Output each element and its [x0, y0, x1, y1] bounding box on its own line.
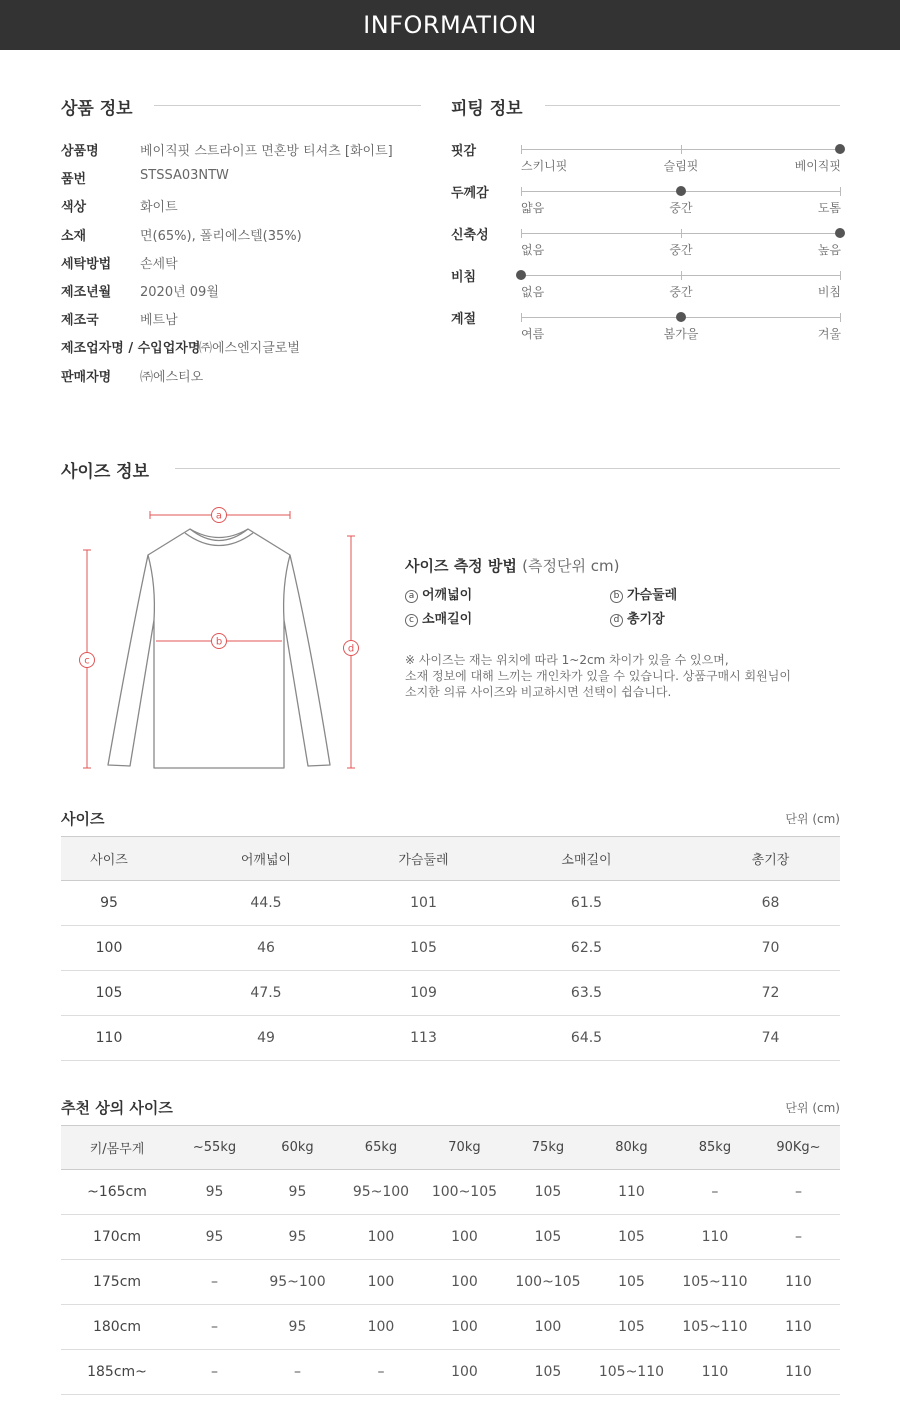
- measure-label: 총기장: [627, 612, 665, 627]
- table-cell: 105: [590, 1215, 673, 1260]
- info-key: 제조년월: [61, 285, 112, 300]
- measure-label: 소매길이: [422, 612, 473, 627]
- info-key: 세탁방법: [61, 256, 112, 272]
- table-cell: 110: [61, 1016, 157, 1061]
- measure-item: [405, 608, 472, 627]
- fit-tick: [521, 229, 522, 238]
- table-cell: 95: [173, 1215, 256, 1260]
- info-key: 판매자명: [61, 369, 112, 385]
- table-header-cell: 60kg: [256, 1126, 339, 1170]
- info-value: 화이트: [140, 200, 178, 216]
- table-cell: 100: [339, 1215, 423, 1260]
- fit-tick: [840, 313, 841, 322]
- table-header-cell: 어깨넓이: [157, 837, 375, 881]
- table-header-cell: 85kg: [673, 1126, 757, 1170]
- measure-mark: a: [405, 590, 418, 603]
- table-cell: 95~100: [339, 1170, 423, 1215]
- measure-mark: c: [405, 614, 418, 627]
- recommend-table: [61, 1125, 840, 1395]
- fit-label: 비침: [817, 285, 841, 299]
- size-note: [405, 652, 825, 700]
- table-cell: 105: [590, 1305, 673, 1350]
- fit-tick: [681, 229, 682, 238]
- size-info-title: 사이즈 정보: [61, 462, 150, 482]
- fit-tick: [521, 145, 522, 154]
- table-cell: 100~105: [506, 1260, 590, 1305]
- size-table-unit: 단위 (cm): [785, 812, 840, 826]
- table-header-cell: 키/몸무게: [61, 1126, 173, 1170]
- fit-label: 여름: [521, 327, 545, 341]
- fit-tick: [521, 313, 522, 322]
- table-cell: 44.5: [157, 881, 375, 926]
- info-value: ㈜에스티오: [140, 369, 204, 385]
- measure-unit: (측정단위 cm): [522, 557, 620, 575]
- table-row: [61, 1215, 840, 1260]
- info-key: 색상: [61, 200, 87, 216]
- table-cell: –: [757, 1215, 840, 1260]
- fit-tick: [521, 187, 522, 196]
- table-header-cell: 80kg: [590, 1126, 673, 1170]
- table-cell: 100: [339, 1305, 423, 1350]
- fit-row: [451, 308, 841, 348]
- table-header-row: [61, 1126, 840, 1170]
- table-cell: –: [173, 1260, 256, 1305]
- fit-label: 중간: [669, 243, 693, 257]
- table-row: [61, 1260, 840, 1305]
- fit-key: 핏감: [451, 144, 477, 159]
- table-cell: 74: [701, 1016, 840, 1061]
- fit-tick: [840, 187, 841, 196]
- fit-label: 높음: [817, 243, 841, 257]
- mark-d: d: [347, 643, 355, 655]
- table-cell: 100~105: [423, 1170, 506, 1215]
- table-cell: –: [673, 1170, 757, 1215]
- fit-label: 중간: [669, 201, 693, 215]
- table-cell: 95: [256, 1305, 339, 1350]
- table-cell: 100: [339, 1260, 423, 1305]
- table-header-cell: 소매길이: [472, 837, 701, 881]
- info-value: 손세탁: [140, 256, 178, 272]
- fit-row: [451, 224, 841, 264]
- table-cell: 109: [375, 971, 472, 1016]
- table-cell: 105~110: [590, 1350, 673, 1395]
- table-cell: 61.5: [472, 881, 701, 926]
- table-header-row: [61, 837, 840, 881]
- table-cell: 72: [701, 971, 840, 1016]
- fit-level-dot: [676, 186, 686, 196]
- table-cell: 105: [375, 926, 472, 971]
- fit-level-dot: [516, 270, 526, 280]
- table-cell: 100: [423, 1305, 506, 1350]
- fit-label: 중간: [669, 285, 693, 299]
- recommend-table-title: 추천 상의 사이즈: [61, 1099, 173, 1117]
- table-cell: 170cm: [61, 1215, 173, 1260]
- info-value: 베이직핏 스트라이프 면혼방 티셔츠 [화이트]: [140, 144, 393, 159]
- measure-item: [405, 584, 472, 603]
- recommend-table-unit: 단위 (cm): [785, 1101, 840, 1115]
- product-info-divider: [154, 105, 421, 106]
- table-cell: 100: [423, 1260, 506, 1305]
- measure-item: [610, 584, 677, 603]
- fit-label: 베이직핏: [794, 159, 841, 173]
- table-row: [61, 1305, 840, 1350]
- table-cell: 46: [157, 926, 375, 971]
- table-cell: 100: [423, 1215, 506, 1260]
- table-cell: –: [339, 1350, 423, 1395]
- table-cell: 105: [61, 971, 157, 1016]
- fit-level-dot: [676, 312, 686, 322]
- table-cell: 95: [173, 1170, 256, 1215]
- header-title: INFORMATION: [363, 11, 537, 39]
- fit-label: 없음: [521, 285, 545, 299]
- table-cell: 105: [590, 1260, 673, 1305]
- measure-method-title: [405, 555, 619, 576]
- table-cell: 175cm: [61, 1260, 173, 1305]
- info-key: 제조업자명 / 수입업자명: [61, 341, 201, 357]
- mark-c: c: [84, 655, 90, 667]
- table-cell: 110: [673, 1350, 757, 1395]
- info-value: ㈜에스엔지글로벌: [199, 341, 300, 357]
- table-cell: –: [256, 1350, 339, 1395]
- table-cell: ~165cm: [61, 1170, 173, 1215]
- size-info-divider: [175, 468, 840, 469]
- info-value: 면(65%), 폴리에스텔(35%): [140, 228, 302, 244]
- table-cell: 62.5: [472, 926, 701, 971]
- table-cell: –: [757, 1170, 840, 1215]
- table-cell: 110: [757, 1305, 840, 1350]
- table-row: [61, 926, 840, 971]
- table-row: [61, 1016, 840, 1061]
- fit-tick: [681, 145, 682, 154]
- mark-a: a: [215, 510, 223, 522]
- fit-label: 얇음: [521, 201, 545, 215]
- fitting-info-title: 피팅 정보: [451, 99, 523, 119]
- note-line: 소지한 의류 사이즈와 비교하시면 선택이 쉽습니다.: [405, 685, 672, 699]
- note-line: 소재 정보에 대해 느끼는 개인차가 있을 수 있습니다. 상품구매시 회원님이: [405, 669, 791, 683]
- table-cell: 113: [375, 1016, 472, 1061]
- info-key: 품번: [61, 172, 87, 188]
- table-cell: 105: [506, 1215, 590, 1260]
- table-cell: 105~110: [673, 1305, 757, 1350]
- fit-label: 스키니핏: [521, 159, 568, 173]
- product-info-title: 상품 정보: [61, 99, 133, 119]
- table-row: [61, 971, 840, 1016]
- fit-label: 봄가을: [663, 327, 699, 341]
- table-row: [61, 1170, 840, 1215]
- table-cell: 110: [757, 1260, 840, 1305]
- table-cell: 49: [157, 1016, 375, 1061]
- table-cell: 63.5: [472, 971, 701, 1016]
- table-cell: 95: [256, 1170, 339, 1215]
- fit-row: [451, 266, 841, 306]
- table-cell: 95: [61, 881, 157, 926]
- table-cell: 101: [375, 881, 472, 926]
- table-cell: 100: [61, 926, 157, 971]
- fit-tick: [840, 271, 841, 280]
- table-row: [61, 1350, 840, 1395]
- measure-item: [610, 608, 665, 627]
- size-table: [61, 836, 840, 1061]
- table-cell: 100: [506, 1305, 590, 1350]
- table-cell: 105: [506, 1350, 590, 1395]
- size-table-title: 사이즈: [61, 810, 105, 828]
- measure-mark: b: [610, 590, 623, 603]
- fit-row: [451, 182, 841, 222]
- shirt-diagram: [70, 500, 370, 780]
- table-header-cell: ~55kg: [173, 1126, 256, 1170]
- mark-b: b: [215, 636, 223, 648]
- fit-key: 신축성: [451, 228, 489, 243]
- table-header-cell: 90Kg~: [757, 1126, 840, 1170]
- measure-method-label: 사이즈 측정 방법: [405, 557, 517, 575]
- fit-row: [451, 140, 841, 180]
- table-header-cell: 70kg: [423, 1126, 506, 1170]
- fitting-info-divider: [545, 105, 840, 106]
- table-header-cell: 사이즈: [61, 837, 157, 881]
- table-cell: 100: [423, 1350, 506, 1395]
- table-cell: 105: [506, 1170, 590, 1215]
- info-value: 베트남: [140, 313, 178, 329]
- table-row: [61, 881, 840, 926]
- table-cell: 70: [701, 926, 840, 971]
- measure-mark: d: [610, 614, 623, 627]
- table-cell: –: [173, 1305, 256, 1350]
- table-cell: 110: [757, 1350, 840, 1395]
- table-cell: 68: [701, 881, 840, 926]
- fit-key: 계절: [451, 312, 477, 327]
- note-line: ※ 사이즈는 재는 위치에 따라 1~2cm 차이가 있을 수 있으며,: [405, 653, 729, 667]
- table-header-cell: 총기장: [701, 837, 840, 881]
- table-cell: 185cm~: [61, 1350, 173, 1395]
- information-header: [0, 0, 900, 50]
- table-header-cell: 75kg: [506, 1126, 590, 1170]
- table-cell: 47.5: [157, 971, 375, 1016]
- table-cell: 105~110: [673, 1260, 757, 1305]
- table-cell: 110: [590, 1170, 673, 1215]
- fit-label: 겨울: [817, 327, 841, 341]
- table-header-cell: 65kg: [339, 1126, 423, 1170]
- table-header-cell: 가슴둘레: [375, 837, 472, 881]
- fit-level-dot: [835, 144, 845, 154]
- measure-label: 어깨넓이: [422, 588, 473, 603]
- table-cell: 64.5: [472, 1016, 701, 1061]
- table-cell: 110: [673, 1215, 757, 1260]
- table-cell: 95~100: [256, 1260, 339, 1305]
- info-key: 소재: [61, 228, 87, 244]
- fit-level-dot: [835, 228, 845, 238]
- fit-key: 비침: [451, 270, 477, 285]
- info-key: 제조국: [61, 313, 99, 329]
- table-cell: –: [173, 1350, 256, 1395]
- fit-label: 슬림핏: [663, 159, 699, 173]
- info-value: STSSA03NTW: [140, 168, 229, 184]
- table-cell: 180cm: [61, 1305, 173, 1350]
- fit-key: 두께감: [451, 186, 489, 201]
- info-key: 상품명: [61, 144, 99, 159]
- fit-label: 없음: [521, 243, 545, 257]
- measure-label: 가슴둘레: [627, 588, 678, 603]
- info-value: 2020년 09월: [140, 285, 219, 300]
- fit-label: 도톰: [817, 201, 841, 215]
- fit-tick: [681, 271, 682, 280]
- table-cell: 95: [256, 1215, 339, 1260]
